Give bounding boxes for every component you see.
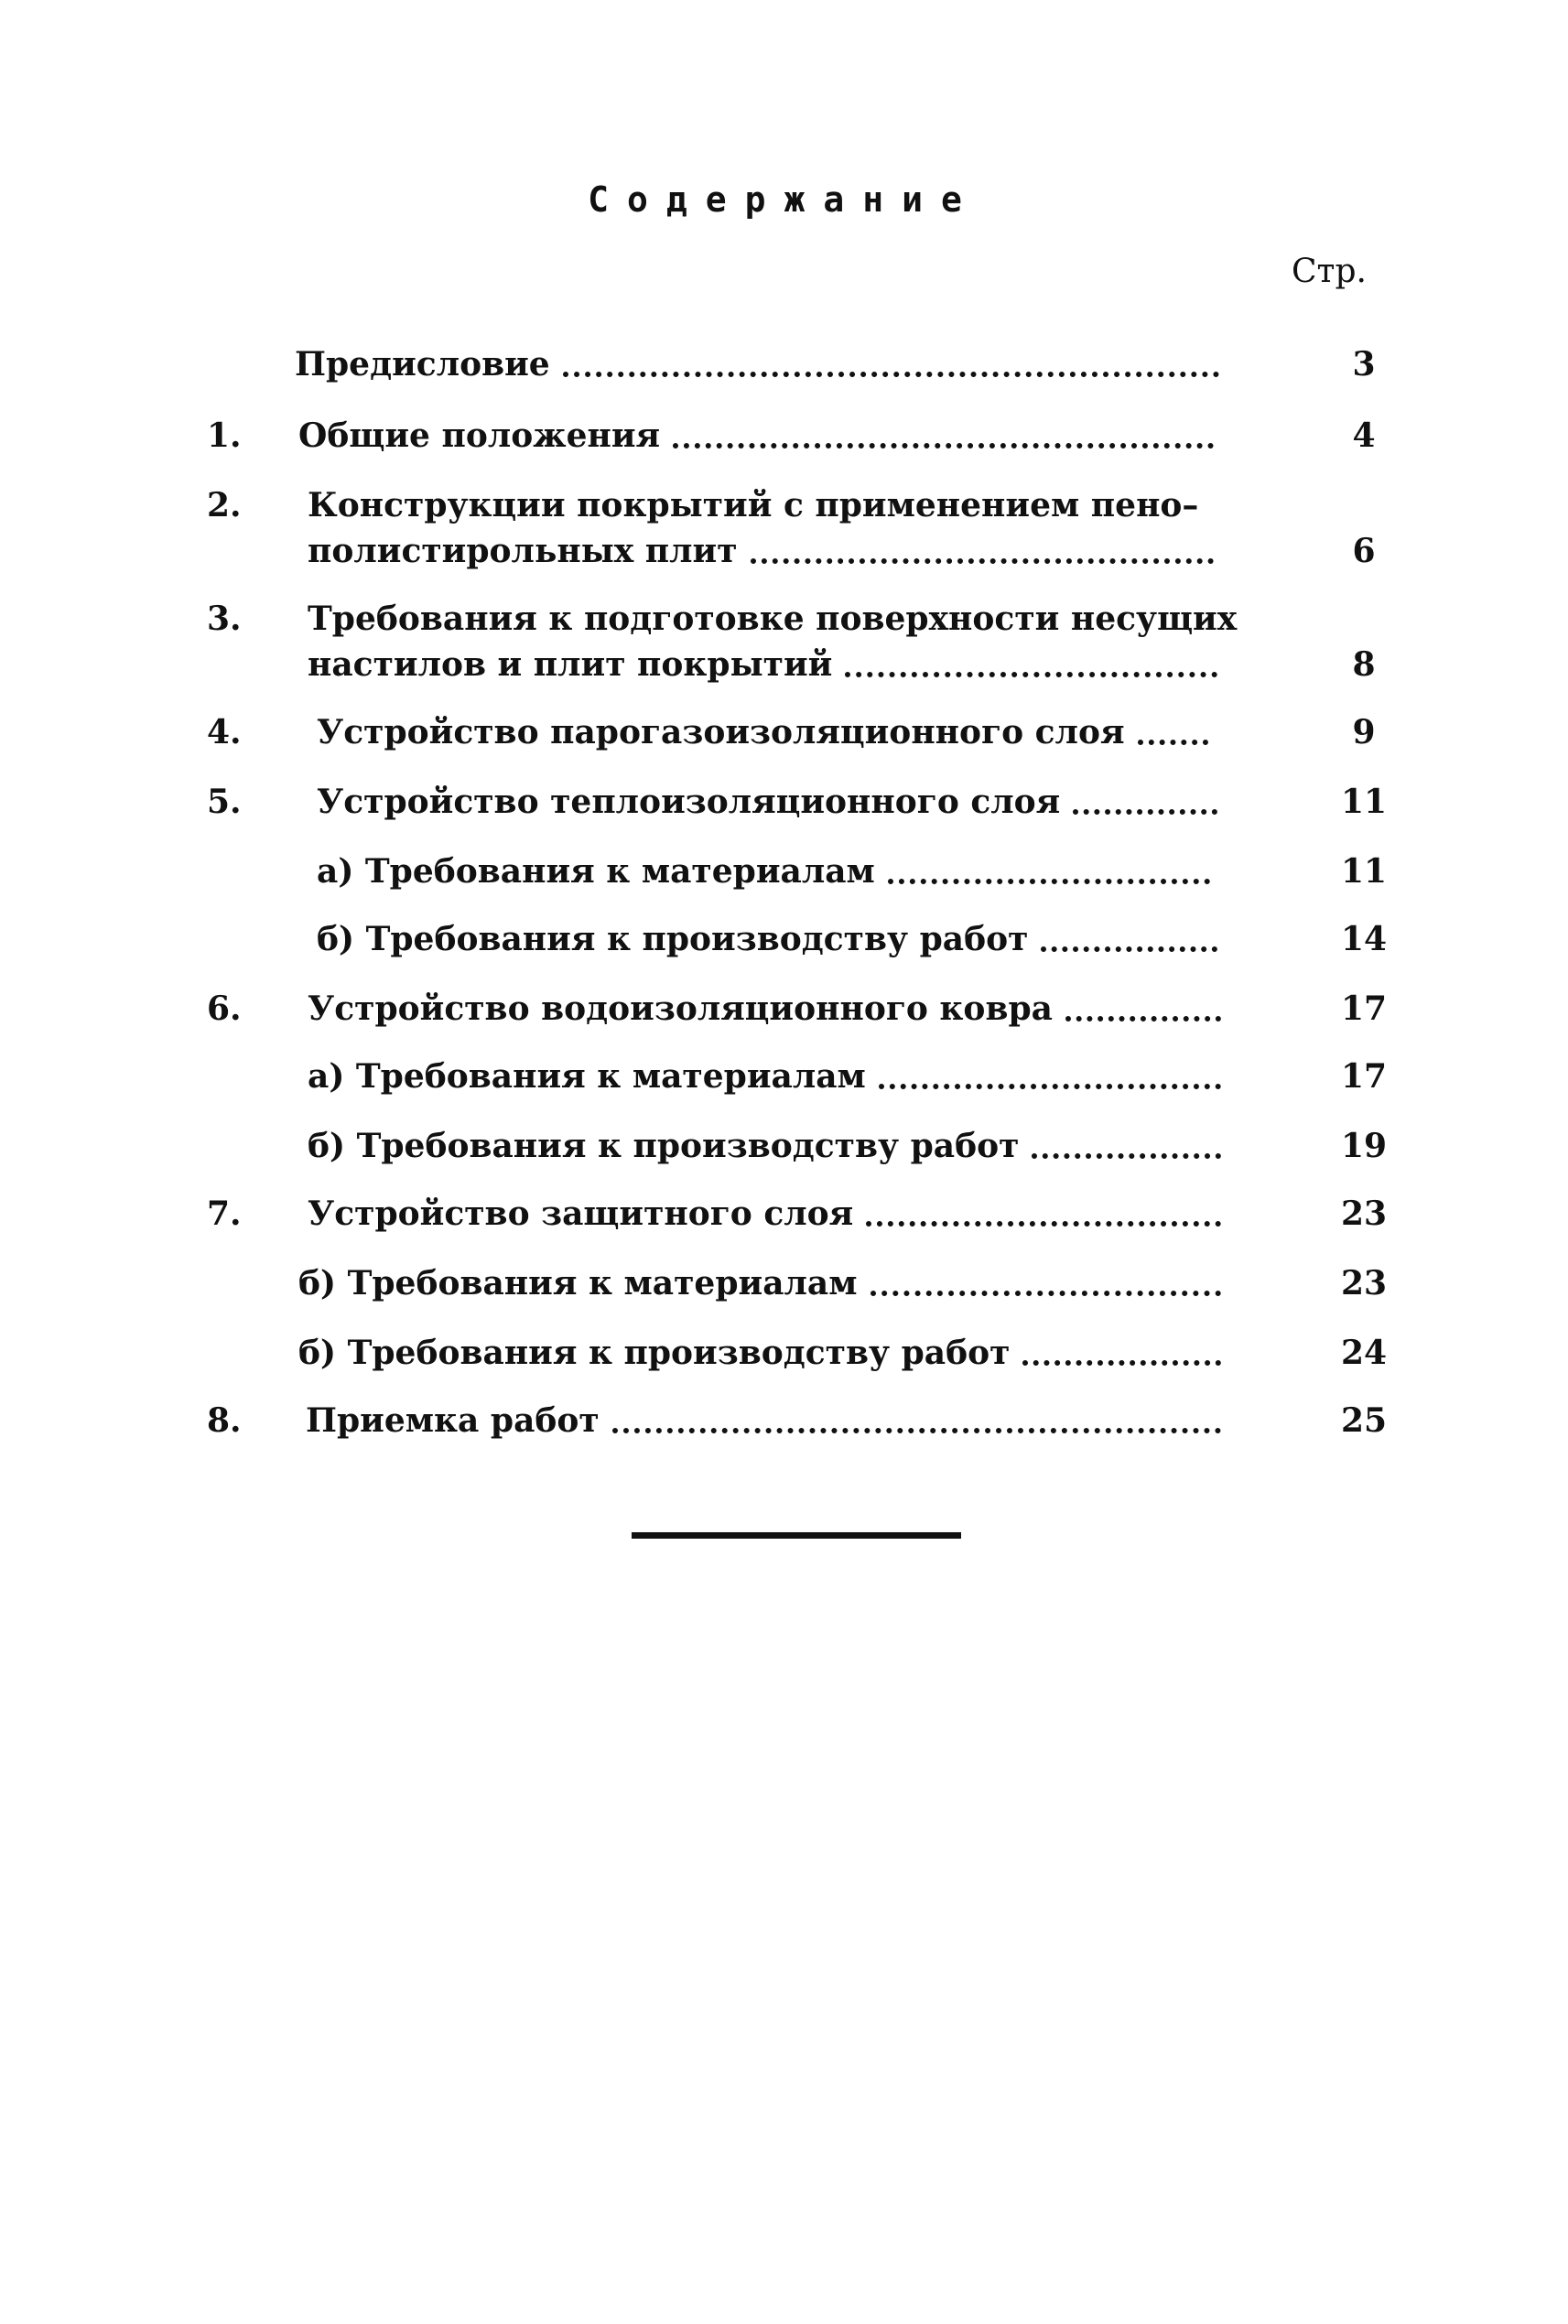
toc-entry-2-continuation xyxy=(0,529,1568,573)
toc-entry-page: 24 xyxy=(1340,1334,1388,1372)
toc-entry-8 xyxy=(0,1399,1568,1443)
dot-leader xyxy=(1138,740,1208,745)
toc-entry-title: Устройство теплоизоляционного слоя xyxy=(317,783,1061,821)
toc-entry-1 xyxy=(0,414,1568,458)
toc-entry-number: 6. xyxy=(207,989,242,1028)
toc-entry-title: б) Требования к производству работ xyxy=(317,920,1029,958)
toc-subentry-5b xyxy=(0,917,1568,961)
toc-subentry-7-materials xyxy=(0,1261,1568,1305)
toc-entry-2 xyxy=(0,483,1568,527)
dot-leader xyxy=(751,558,1214,564)
dot-leader xyxy=(879,1084,1221,1089)
toc-entry-title: Общие положения xyxy=(298,416,661,455)
toc-entry-title: б) Требования к материалам xyxy=(298,1264,858,1303)
page-title: Содержание xyxy=(588,179,980,220)
toc-entry-number: 7. xyxy=(207,1194,242,1233)
toc-entry-page: 19 xyxy=(1340,1127,1388,1165)
toc-entry-page: 3 xyxy=(1352,345,1376,384)
dot-leader xyxy=(1065,1016,1221,1021)
dot-leader xyxy=(1073,809,1217,815)
dot-leader xyxy=(1032,1153,1221,1159)
dot-leader xyxy=(612,1428,1221,1433)
toc-entry-page: 14 xyxy=(1340,920,1388,958)
dot-leader xyxy=(1041,946,1217,952)
page-column-header: Стр. xyxy=(1292,253,1367,290)
toc-entry-page: 8 xyxy=(1352,645,1376,684)
toc-entry-number: 8. xyxy=(207,1401,242,1440)
toc-entry-title: Приемка работ xyxy=(306,1401,600,1440)
dot-leader xyxy=(563,372,1219,377)
dot-leader xyxy=(673,443,1214,449)
toc-entry-6 xyxy=(0,987,1568,1031)
toc-entry-number: 3. xyxy=(207,600,242,638)
dot-leader xyxy=(888,879,1210,884)
toc-entry-4 xyxy=(0,710,1568,754)
toc-entry-title: Устройство защитного слоя xyxy=(308,1194,854,1233)
toc-entry-title: Конструкции покрытий с применением пено– xyxy=(308,486,1199,524)
toc-entry-page: 23 xyxy=(1340,1194,1388,1233)
toc-entry-title-continuation: настилов и плит покрытий xyxy=(308,645,833,684)
toc-subentry-6a xyxy=(0,1054,1568,1098)
toc-entry-number: 2. xyxy=(207,486,242,524)
toc-entry-title: Устройство водоизоляционного ковра xyxy=(308,989,1053,1028)
toc-entry-3 xyxy=(0,597,1568,641)
toc-entry-number: 4. xyxy=(207,713,242,751)
toc-entry-7 xyxy=(0,1192,1568,1236)
end-rule xyxy=(632,1532,961,1539)
toc-subentry-5a xyxy=(0,849,1568,893)
toc-entry-page: 11 xyxy=(1340,852,1388,891)
toc-entry-title: а) Требования к материалам xyxy=(308,1057,866,1096)
dot-leader xyxy=(845,672,1217,677)
toc-entry-foreword xyxy=(0,342,1568,386)
toc-entry-title: б) Требования к производству работ xyxy=(308,1127,1020,1165)
toc-entry-page: 9 xyxy=(1352,713,1376,751)
toc-entry-page: 23 xyxy=(1340,1264,1388,1303)
toc-entry-page: 25 xyxy=(1340,1401,1388,1440)
toc-entry-page: 6 xyxy=(1352,532,1376,570)
dot-leader xyxy=(866,1221,1221,1227)
toc-entry-number: 1. xyxy=(207,416,242,455)
toc-subentry-7-works xyxy=(0,1331,1568,1375)
toc-subentry-6b xyxy=(0,1124,1568,1168)
toc-entry-page: 11 xyxy=(1340,783,1388,821)
dot-leader xyxy=(871,1291,1221,1296)
toc-entry-number: 5. xyxy=(207,783,242,821)
toc-entry-title: а) Требования к материалам xyxy=(317,852,875,891)
toc-entry-5 xyxy=(0,780,1568,824)
toc-entry-title-continuation: полистирольных плит xyxy=(308,532,738,570)
toc-entry-title: б) Требования к производству работ xyxy=(298,1334,1011,1372)
toc-entry-title: Требования к подготовке поверхности несущих xyxy=(308,600,1238,638)
toc-entry-title: Устройство парогазоизоляционного слоя xyxy=(317,713,1125,751)
toc-entry-page: 17 xyxy=(1340,1057,1388,1096)
toc-entry-page: 17 xyxy=(1340,989,1388,1028)
toc-entry-page: 4 xyxy=(1352,416,1376,455)
toc-entry-title: Предисловие xyxy=(295,345,550,384)
toc-entry-3-continuation xyxy=(0,643,1568,686)
dot-leader xyxy=(1022,1360,1221,1366)
